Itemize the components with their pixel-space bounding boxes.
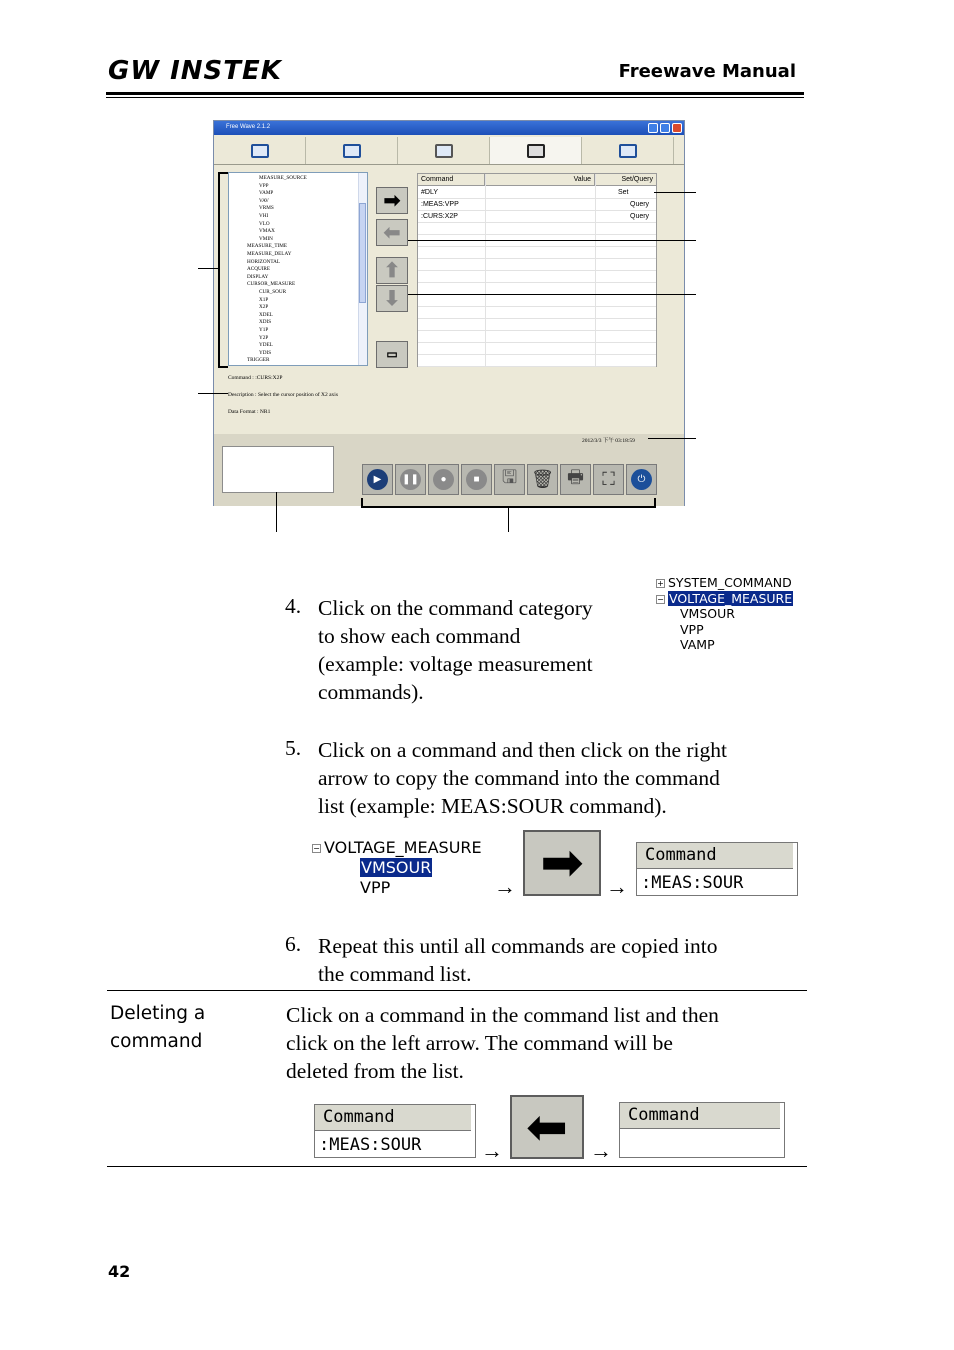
- col-setquery[interactable]: Set/Query: [595, 174, 657, 186]
- header-rule: [106, 92, 804, 95]
- remote-icon: [619, 144, 637, 158]
- tree-item[interactable]: ACQUIRE: [247, 266, 271, 273]
- grid-row-line: [418, 210, 656, 211]
- run-button[interactable]: [362, 464, 393, 495]
- grid-row-line: [418, 282, 656, 283]
- move-up-button[interactable]: ⬆: [376, 257, 408, 284]
- delete-button[interactable]: [527, 464, 558, 495]
- fullscreen-button[interactable]: [593, 464, 624, 495]
- tree-item-selected[interactable]: VMSOUR: [361, 858, 432, 877]
- callout-bracket: [218, 172, 220, 368]
- step-4-text: (example: voltage measurement: [318, 652, 593, 676]
- tree-scrollbar[interactable]: [358, 173, 367, 365]
- tree-item-selected[interactable]: VOLTAGE_MEASURE: [669, 590, 793, 606]
- tree-item[interactable]: TRIGGER: [247, 357, 270, 364]
- flow-arrow: →: [494, 874, 516, 899]
- tree-item[interactable]: VMSOUR: [680, 606, 735, 621]
- callout-bracket: [218, 172, 228, 174]
- send-button[interactable]: ▭: [376, 341, 408, 368]
- tree-item[interactable]: VMAX: [259, 228, 275, 235]
- tree-item[interactable]: VHI: [259, 213, 269, 219]
- window-title: Free Wave 2.1.2: [226, 124, 271, 130]
- grid-row-line: [418, 342, 656, 343]
- left-arrow-icon: ⬅: [526, 1099, 568, 1155]
- close-button[interactable]: [672, 123, 682, 133]
- callout-line: [648, 438, 696, 439]
- callout-line: [654, 192, 696, 193]
- info-data-format: Data Format : NR1: [228, 409, 271, 415]
- tree-item[interactable]: MEASURE_TIME: [247, 243, 288, 250]
- tree-item[interactable]: VOLTAGE_MEASURE: [324, 838, 482, 857]
- flow-arrow: →: [481, 1138, 503, 1163]
- tree-item[interactable]: Y1P: [259, 327, 269, 333]
- step-5-text: Click on a command and then click on the right: [318, 738, 727, 762]
- expand-icon: ⛶: [602, 469, 615, 489]
- window-titlebar: [214, 121, 684, 135]
- play-icon: ▶: [367, 469, 388, 490]
- command-column-header: Command: [620, 1103, 780, 1129]
- row-command[interactable]: :CURS:X2P: [421, 213, 458, 220]
- tree-item[interactable]: VAV: [259, 197, 269, 204]
- power-icon: ⏻: [631, 469, 652, 490]
- grid-row-line: [418, 222, 656, 223]
- stop-button[interactable]: [461, 464, 492, 495]
- tree-scrollbar-thumb[interactable]: [359, 203, 366, 303]
- page-number: 42: [108, 1262, 131, 1281]
- pause-icon: ❚❚: [400, 469, 421, 490]
- delete-left-arrow-button[interactable]: ⬅: [376, 219, 408, 246]
- callout-line: [508, 508, 509, 532]
- tab-bar: [214, 135, 684, 165]
- table-rule: [107, 990, 807, 991]
- command-column-header: Command: [315, 1105, 471, 1131]
- tree-item[interactable]: MEASURE_DELAY: [247, 251, 292, 257]
- callout-bracket: [361, 498, 363, 508]
- step-6-text: Repeat this until all commands are copied into: [318, 934, 718, 958]
- row-type: Set: [618, 189, 629, 196]
- display-box: [222, 446, 334, 493]
- maximize-button[interactable]: [660, 123, 670, 133]
- grid-row-line: [418, 354, 656, 355]
- freewave-window: [213, 120, 685, 506]
- wave-icon: [435, 144, 453, 158]
- callout-bracket: [654, 498, 656, 508]
- tab-command[interactable]: [490, 137, 582, 164]
- tree-item[interactable]: YDEL: [259, 342, 273, 349]
- command-list-snippet: [314, 1104, 476, 1158]
- info-description: Description : Select the cursor position of X2 axis: [228, 392, 338, 398]
- tree-snippet-vmsour: [312, 838, 482, 898]
- info-command: Command : :CURS:X2P: [228, 375, 283, 381]
- step-5-text: list (example: MEAS:SOUR command).: [318, 794, 667, 818]
- tab-remote[interactable]: [582, 137, 674, 164]
- tree-item[interactable]: DISPLAY: [247, 273, 269, 280]
- grid-row-line: [418, 366, 656, 367]
- tree-item[interactable]: YDIS: [259, 349, 272, 356]
- grid-row-line: [418, 270, 656, 271]
- command-list-entry[interactable]: :MEAS:SOUR: [319, 1135, 422, 1155]
- callout-line: [408, 240, 696, 241]
- tree-item[interactable]: CUR_SOUR: [259, 289, 287, 295]
- trash-icon: 🗑: [531, 469, 554, 489]
- delete-left-arrow-button[interactable]: [510, 1095, 584, 1159]
- row-command[interactable]: #DLY: [421, 189, 438, 196]
- printer-icon: 🖶: [567, 466, 584, 487]
- flow-arrow: →: [590, 1138, 612, 1163]
- tree-item[interactable]: VPP: [259, 182, 269, 189]
- col-command[interactable]: Command: [418, 174, 485, 186]
- manual-title: Freewave Manual: [618, 61, 796, 82]
- pause-button[interactable]: [395, 464, 426, 495]
- grid-row-line: [418, 330, 656, 331]
- command-list-snippet-empty: [619, 1102, 785, 1158]
- tree-item[interactable]: XDEL: [259, 311, 273, 318]
- tab-waveform[interactable]: [306, 137, 398, 164]
- collapse-icon: −: [313, 844, 320, 853]
- tree-item[interactable]: VLO: [259, 220, 270, 227]
- stop-icon: ■: [466, 469, 487, 490]
- col-value[interactable]: Value: [485, 174, 595, 186]
- right-arrow-icon: ➡: [540, 835, 584, 892]
- tree-item[interactable]: VPP: [360, 878, 391, 897]
- grid-row-line: [418, 198, 656, 199]
- callout-line: [198, 393, 228, 394]
- power-button[interactable]: [626, 464, 657, 495]
- delete-text: deleted from the list.: [286, 1059, 464, 1083]
- grid-row-line: [418, 234, 656, 235]
- tree-item[interactable]: VAMP: [680, 637, 715, 652]
- gw-instek-logo: GW INSTEK: [108, 56, 282, 86]
- tree-item[interactable]: Y2P: [259, 334, 269, 341]
- command-list-entry[interactable]: :MEAS:SOUR: [641, 873, 744, 893]
- row-command[interactable]: :MEAS:VPP: [421, 201, 459, 208]
- monitor-icon: [343, 144, 361, 158]
- print-button[interactable]: [560, 464, 591, 495]
- tree-item[interactable]: VPP: [680, 621, 704, 637]
- command-list-snippet: [636, 842, 798, 896]
- copy-right-arrow-button[interactable]: [523, 830, 601, 896]
- step-4-text: commands).: [318, 680, 424, 704]
- section-label: Deleting a: [110, 1003, 206, 1024]
- row-type: Query: [630, 201, 650, 208]
- save-button[interactable]: [494, 464, 525, 495]
- grid-row-line: [418, 306, 656, 307]
- step-6-number: 6.: [285, 932, 302, 956]
- tree-item[interactable]: XDIS: [259, 319, 272, 326]
- move-down-button[interactable]: ⬇: [376, 285, 408, 312]
- grid-row-line: [418, 246, 656, 247]
- tree-item[interactable]: X1P: [259, 296, 269, 303]
- flow-arrow: →: [606, 874, 628, 899]
- callout-bracket: [218, 366, 228, 368]
- step-6-text: the command list.: [318, 962, 472, 986]
- callout-line: [276, 492, 277, 532]
- tab-measure[interactable]: [398, 137, 490, 164]
- minimize-button[interactable]: [648, 123, 658, 133]
- tree-item[interactable]: X2P: [259, 304, 269, 311]
- step-5-number: 5.: [285, 736, 302, 760]
- step-4-number: 4.: [285, 594, 302, 618]
- save-icon: 🖫: [501, 466, 518, 487]
- timestamp: 2012/3/3 下午 03:18:59: [582, 438, 635, 444]
- tree-item[interactable]: VAMP: [259, 190, 274, 197]
- command-tree[interactable]: [228, 172, 368, 366]
- step-4-text: Click on the command category: [318, 596, 593, 620]
- tree-snippet-voltage: [656, 575, 793, 653]
- header-rule-thin: [106, 97, 804, 98]
- record-icon: ●: [433, 469, 454, 490]
- section-label: command: [110, 1031, 203, 1052]
- table-rule: [107, 1166, 807, 1167]
- grid-row-line: [418, 258, 656, 259]
- collapse-icon: −: [657, 594, 664, 604]
- tree-item[interactable]: HORIZONTAL: [247, 258, 281, 265]
- callout-line: [408, 294, 696, 295]
- record-button[interactable]: [428, 464, 459, 495]
- command-list[interactable]: [417, 173, 657, 367]
- list-icon: [527, 144, 545, 158]
- delete-text: Click on a command in the command list and then: [286, 1003, 719, 1027]
- command-column-header: Command: [637, 843, 793, 869]
- step-5-text: arrow to copy the command into the command: [318, 766, 720, 790]
- delete-text: click on the left arrow. The command will be: [286, 1031, 673, 1055]
- copy-right-arrow-button[interactable]: ➡: [376, 187, 408, 214]
- tree-item[interactable]: MEASURE_SOURCE: [259, 175, 307, 181]
- step-4-text: to show each command: [318, 624, 521, 648]
- tree-item[interactable]: CURSOR_MEASURE: [247, 281, 296, 288]
- tab-connect[interactable]: [214, 137, 306, 164]
- tree-item[interactable]: SYSTEM_COMMAND: [668, 575, 792, 590]
- row-type: Query: [630, 213, 650, 220]
- grid-row-line: [418, 318, 656, 319]
- callout-line: [198, 268, 218, 269]
- tree-item[interactable]: VMIN: [259, 235, 273, 242]
- expand-icon: +: [657, 579, 664, 588]
- tree-item[interactable]: VRMS: [259, 205, 274, 212]
- lock-icon: [251, 144, 269, 158]
